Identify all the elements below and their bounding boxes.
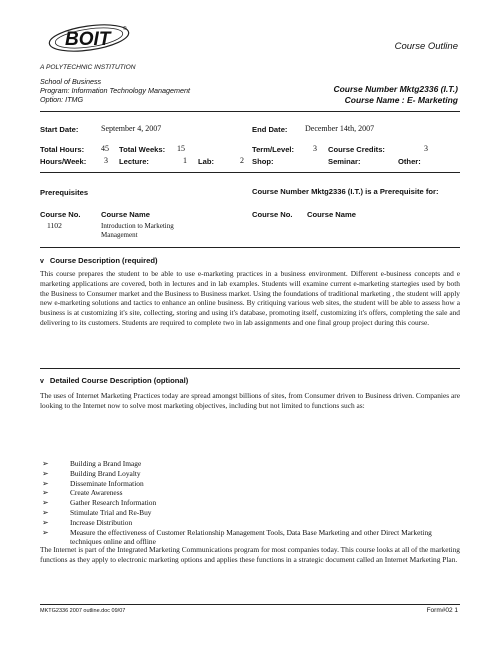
course-credits-label: Course Credits:	[328, 145, 385, 154]
total-weeks-value: 15	[177, 144, 185, 153]
description-divider	[40, 368, 460, 369]
term-level-label: Term/Level:	[252, 145, 295, 154]
list-item: ➢ Create Awareness	[42, 488, 123, 498]
prereq-course-no-header: Course No.	[40, 210, 81, 219]
section-marker-icon: v	[40, 258, 44, 265]
total-hours-value: 45	[101, 144, 109, 153]
arrow-bullet-icon: ➢	[42, 488, 49, 498]
term-level-value: 3	[313, 144, 317, 153]
end-date-label: End Date:	[252, 125, 288, 134]
start-date-label: Start Date:	[40, 125, 79, 134]
start-date-value: September 4, 2007	[101, 124, 162, 133]
lecture-label: Lecture:	[119, 157, 149, 166]
footer-filename: MKTG2336 2007 outline.doc 09/07	[40, 608, 126, 614]
section-marker-icon: v	[40, 378, 44, 385]
footer-form-page: Form#02 1	[426, 607, 458, 614]
boit-logo	[43, 18, 135, 60]
prereq-course-name-line1: Introduction to Marketing	[101, 222, 174, 230]
footer-divider	[40, 604, 460, 605]
info-divider	[40, 172, 460, 173]
arrow-bullet-icon: ➢	[42, 507, 49, 517]
header-divider	[40, 111, 460, 112]
logo-swoosh-icon	[43, 18, 135, 60]
detailed-description-title: Detailed Course Description (optional)	[49, 376, 189, 385]
course-name-header: Course Name : E- Marketing	[344, 95, 458, 105]
prereq-course-name-header: Course Name	[101, 210, 150, 219]
list-item: ➢ Stimulate Trial and Re-Buy	[42, 507, 152, 517]
course-description-title: Course Description (required)	[49, 256, 158, 265]
prerequisites-title: Prerequisites	[40, 188, 89, 197]
detailed-description-intro: The uses of Internet Marketing Practices today are spread amongst billions of sites, from Consumer driven to Business driven. Companies are looking to the Internet now to solve most marketing objectives, including but not limited to functions such as:	[40, 391, 460, 410]
arrow-bullet-icon: ➢	[42, 459, 49, 468]
option-name: Option: ITMG	[40, 95, 84, 104]
total-weeks-label: Total Weeks:	[119, 145, 166, 154]
prereq-divider	[40, 247, 460, 248]
seminar-label: Seminar:	[328, 157, 361, 166]
course-credits-value: 3	[424, 144, 428, 153]
total-hours-label: Total Hours:	[40, 145, 85, 154]
course-number-header: Course Number Mktg2336 (I.T.)	[333, 84, 458, 94]
arrow-bullet-icon: ➢	[42, 478, 49, 488]
logo-text: BOIT	[65, 29, 111, 50]
arrow-bullet-icon: ➢	[42, 498, 49, 508]
prerequisite-for-title: Course Number Mktg2336 (I.T.) is a Prerequisite for:	[252, 187, 439, 196]
arrow-bullet-icon: ➢	[42, 527, 49, 537]
prereq-course-no: 1102	[47, 221, 62, 230]
prereq-course-name-line2: Management	[101, 231, 138, 239]
marketing-functions-list	[40, 459, 460, 547]
school-name: School of Business	[40, 77, 102, 86]
lab-label: Lab:	[198, 157, 215, 166]
course-description-text: This course prepares the student to be able to use e-marketing practices in a business environment. Different e-business concepts and e marketing applications are covered, both in lectures and in lab examples. Students will examine current e-marketing startegies used by both the Business to Consumer market and the Business to Business market. Using the foundations of traditional marketing , the student will apply new e-marketing solutions and tactics to enhance an online business. By critiquing various web sites, the student will be able to assess how a business is at customizing it's site, collecting, storing and using it's database, promoting itself, customizing it's offers, completing the sale and delivering to its customers. Students are required to complete two in lab assignments and one final group project during this course.	[40, 269, 460, 327]
list-item: ➢ Measure the effectiveness of Customer Relationship Management Tools, Data Base Marketing and other Direct Marketing techniques online and offline	[42, 527, 432, 547]
svg-text:®: ®	[123, 26, 127, 32]
list-item: ➢ Disseminate Information	[42, 478, 144, 488]
institution-tag: A POLYTECHNIC INSTITUTION	[40, 64, 136, 71]
shop-label: Shop:	[252, 157, 274, 166]
detailed-description-closing: The Internet is part of the Integrated Marketing Communications program for most companies today. This course looks at all of the marketing functions as they apply to electronic marketing options and applies these functions in a strategic document called an Internet Marketing Plan.	[40, 545, 460, 564]
hours-week-value: 3	[104, 156, 108, 165]
next-course-no-header: Course No.	[252, 210, 293, 219]
doc-type: Course Outline	[394, 41, 458, 52]
list-item: ➢ Gather Research Information	[42, 498, 157, 508]
end-date-value: December 14th, 2007	[305, 124, 375, 133]
lab-value: 2	[240, 156, 244, 165]
list-item: ➢ Building a Brand Image	[42, 459, 142, 468]
detailed-description-heading	[40, 376, 188, 385]
list-item: ➢ Building Brand Loyalty	[42, 468, 141, 478]
other-label: Other:	[398, 157, 421, 166]
hours-week-label: Hours/Week:	[40, 157, 87, 166]
arrow-bullet-icon: ➢	[42, 517, 49, 527]
list-item: ➢ Increase Distribution	[42, 517, 133, 527]
lecture-value: 1	[183, 156, 187, 165]
course-description-heading	[40, 256, 158, 265]
arrow-bullet-icon: ➢	[42, 468, 49, 478]
next-course-name-header: Course Name	[307, 210, 356, 219]
program-name: Program: Information Technology Management	[40, 86, 190, 95]
